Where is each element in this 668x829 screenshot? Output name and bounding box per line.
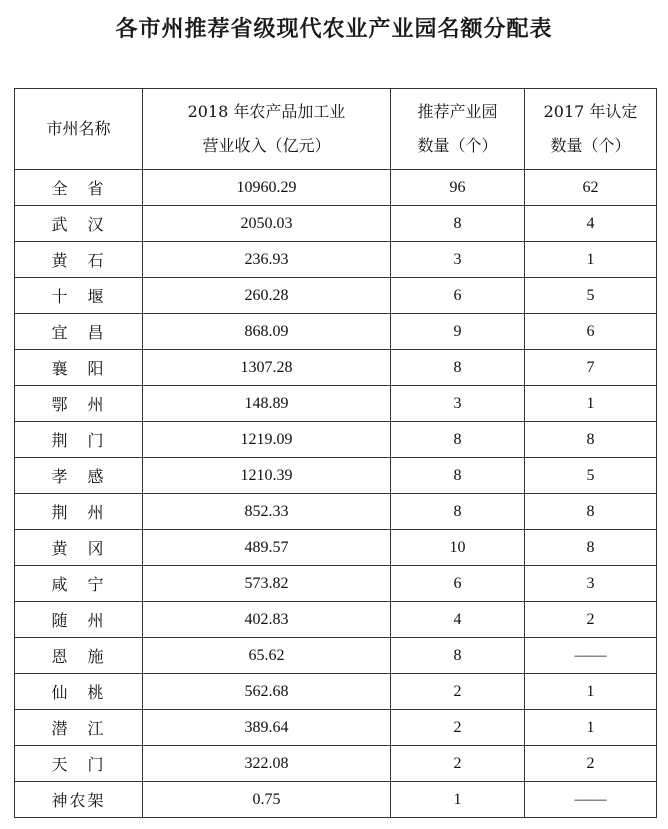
table-row <box>15 710 657 746</box>
city-cell: 咸 宁 <box>15 566 143 602</box>
recommended-cell: 2 <box>391 674 525 710</box>
table-row <box>15 566 657 602</box>
certified-cell: 8 <box>525 494 657 530</box>
recommended-cell: 3 <box>391 242 525 278</box>
recommended-cell: 2 <box>391 746 525 782</box>
table-row <box>15 782 657 818</box>
header-city <box>15 89 143 170</box>
city-cell: 随 州 <box>15 602 143 638</box>
recommended-cell: 8 <box>391 350 525 386</box>
city-cell: 荆 门 <box>15 422 143 458</box>
revenue-cell: 236.93 <box>143 242 391 278</box>
table-row <box>15 530 657 566</box>
certified-cell: 8 <box>525 530 657 566</box>
certified-cell: 5 <box>525 458 657 494</box>
revenue-cell: 322.08 <box>143 746 391 782</box>
table-row <box>15 674 657 710</box>
revenue-cell: 10960.29 <box>143 170 391 206</box>
revenue-cell: 402.83 <box>143 602 391 638</box>
revenue-cell: 260.28 <box>143 278 391 314</box>
certified-cell: 1 <box>525 386 657 422</box>
certified-cell: 8 <box>525 422 657 458</box>
table-row <box>15 422 657 458</box>
recommended-cell: 8 <box>391 206 525 242</box>
certified-cell: 6 <box>525 314 657 350</box>
header-row <box>15 89 657 170</box>
revenue-cell: 562.68 <box>143 674 391 710</box>
certified-cell: 1 <box>525 674 657 710</box>
table-row <box>15 638 657 674</box>
table-row <box>15 242 657 278</box>
recommended-cell: 96 <box>391 170 525 206</box>
revenue-cell: 65.62 <box>143 638 391 674</box>
header-revenue <box>143 89 391 170</box>
header-recommended-line1: 推荐产业园 <box>417 102 498 121</box>
city-cell: 襄 阳 <box>15 350 143 386</box>
certified-cell: 3 <box>525 566 657 602</box>
certified-cell: 1 <box>525 710 657 746</box>
city-cell: 潜 江 <box>15 710 143 746</box>
revenue-cell: 148.89 <box>143 386 391 422</box>
city-cell: 恩 施 <box>15 638 143 674</box>
recommended-cell: 9 <box>391 314 525 350</box>
recommended-cell: 8 <box>391 422 525 458</box>
revenue-cell: 1307.28 <box>143 350 391 386</box>
table-row <box>15 314 657 350</box>
header-revenue-line1: 2018 年农产品加工业 <box>187 102 346 121</box>
city-cell: 天 门 <box>15 746 143 782</box>
city-cell: 荆 州 <box>15 494 143 530</box>
header-recommended-line2: 数量（个） <box>417 136 498 155</box>
revenue-cell: 1210.39 <box>143 458 391 494</box>
recommended-cell: 4 <box>391 602 525 638</box>
revenue-cell: 2050.03 <box>143 206 391 242</box>
revenue-cell: 573.82 <box>143 566 391 602</box>
header-certified-line1: 2017 年认定 <box>543 102 638 121</box>
certified-cell: 5 <box>525 278 657 314</box>
city-cell: 黄 石 <box>15 242 143 278</box>
recommended-cell: 8 <box>391 458 525 494</box>
header-city-label: 市州名称 <box>46 119 111 138</box>
header-revenue-line2: 营业收入（亿元） <box>202 136 331 155</box>
revenue-cell: 389.64 <box>143 710 391 746</box>
certified-cell: —— <box>525 638 657 674</box>
revenue-cell: 0.75 <box>143 782 391 818</box>
recommended-cell: 6 <box>391 566 525 602</box>
city-cell: 鄂 州 <box>15 386 143 422</box>
city-cell: 宜 昌 <box>15 314 143 350</box>
header-recommended <box>391 89 525 170</box>
city-cell: 仙 桃 <box>15 674 143 710</box>
header-certified <box>525 89 657 170</box>
certified-cell: 2 <box>525 602 657 638</box>
table-row <box>15 170 657 206</box>
recommended-cell: 2 <box>391 710 525 746</box>
table-row <box>15 494 657 530</box>
city-cell: 黄 冈 <box>15 530 143 566</box>
certified-cell: 7 <box>525 350 657 386</box>
city-cell: 武 汉 <box>15 206 143 242</box>
table-row <box>15 386 657 422</box>
table-row <box>15 746 657 782</box>
table-title: 各市州推荐省级现代农业产业园名额分配表 <box>115 17 553 42</box>
recommended-cell: 3 <box>391 386 525 422</box>
header-certified-line2: 数量（个） <box>550 136 631 155</box>
recommended-cell: 1 <box>391 782 525 818</box>
city-cell: 神农架 <box>15 782 143 818</box>
city-cell: 孝 感 <box>15 458 143 494</box>
table-row <box>15 602 657 638</box>
certified-cell: 1 <box>525 242 657 278</box>
recommended-cell: 8 <box>391 494 525 530</box>
certified-cell: 4 <box>525 206 657 242</box>
table-row <box>15 350 657 386</box>
table-row <box>15 206 657 242</box>
certified-cell: —— <box>525 782 657 818</box>
table-row <box>15 458 657 494</box>
recommended-cell: 6 <box>391 278 525 314</box>
quota-table <box>14 88 657 818</box>
certified-cell: 62 <box>525 170 657 206</box>
revenue-cell: 852.33 <box>143 494 391 530</box>
recommended-cell: 10 <box>391 530 525 566</box>
table-row <box>15 278 657 314</box>
revenue-cell: 1219.09 <box>143 422 391 458</box>
city-cell: 全 省 <box>15 170 143 206</box>
revenue-cell: 489.57 <box>143 530 391 566</box>
city-cell: 十 堰 <box>15 278 143 314</box>
revenue-cell: 868.09 <box>143 314 391 350</box>
certified-cell: 2 <box>525 746 657 782</box>
recommended-cell: 8 <box>391 638 525 674</box>
